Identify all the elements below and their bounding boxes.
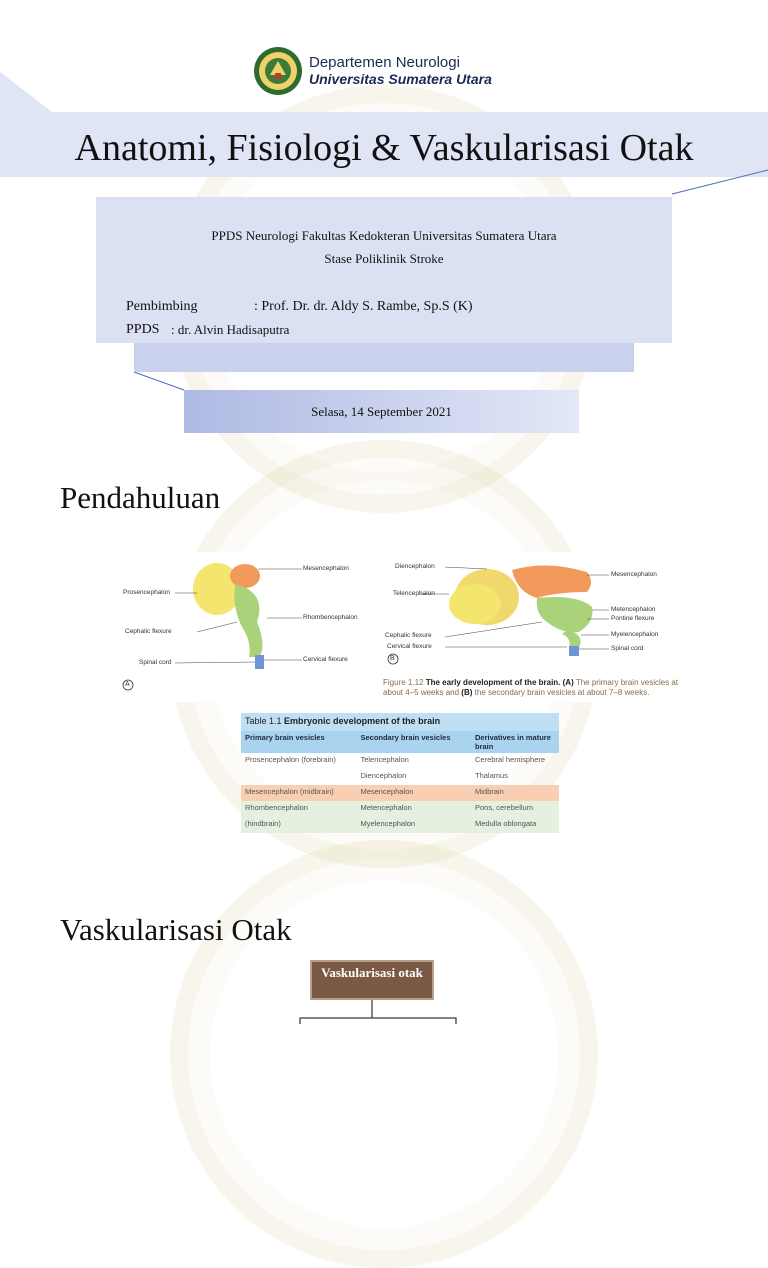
table-cell: (hindbrain) (241, 817, 356, 833)
program-line: PPDS Neurologi Fakultas Kedokteran Universitas Sumatera Utara (211, 228, 557, 243)
department-name: Departemen Neurologi (309, 54, 460, 71)
table-header-row (241, 731, 559, 753)
caption-text1: The primary brain vesicles at about 4–5 weeks and (383, 678, 679, 697)
table-cell: Cerebral hemisphere (475, 755, 546, 764)
table-header: Primary brain vesicles (241, 731, 356, 753)
diagram-root-box: Vaskularisasi otak (310, 960, 434, 1000)
university-name: Universitas Sumatera Utara (309, 71, 492, 87)
telencephalon-shape (449, 584, 501, 624)
caption-a: (A) (562, 678, 574, 687)
university-seal-icon (253, 45, 303, 97)
rotation-line: Stase Poliklinik Stroke (324, 251, 444, 266)
caption-bold: The early development of the brain. (425, 678, 561, 687)
label-a-mesencephalon: Mesencephalon (303, 565, 349, 572)
table-caption-title: Embryonic development of the brain (284, 716, 441, 726)
myelencephalon-shape (562, 630, 581, 648)
table-caption (241, 713, 559, 731)
label-b-myelencephalon: Myelencephalon (611, 631, 659, 638)
info-box (96, 197, 672, 343)
table-cell: Mesencephalon (356, 785, 471, 801)
caption-b: (B) (461, 688, 473, 697)
table-row (241, 753, 559, 769)
table-cell: Rhombencephalon (241, 801, 356, 817)
spinal-cord-shape (255, 655, 264, 669)
table-row (241, 785, 559, 801)
table-cell: Pons, cerebellum (471, 801, 559, 817)
section-heading-vaskularisasi: Vaskularisasi Otak (60, 912, 292, 947)
table-row (241, 769, 559, 785)
date-band: Selasa, 14 September 2021 (184, 390, 579, 433)
label-a-prosencephalon: Prosencephalon (123, 589, 170, 596)
table-row (241, 817, 559, 833)
mesencephalon-shape (230, 564, 260, 588)
caption-number: Figure 1.12 (383, 678, 424, 687)
page-title: Anatomi, Fisiologi & Vaskularisasi Otak (74, 127, 694, 169)
embryonic-table (241, 713, 559, 833)
label-b-pontine: Pontine flexure (611, 615, 655, 622)
label-a-spinal: Spinal cord (139, 659, 172, 666)
table-cell: Mesencephalon (midbrain) (241, 785, 356, 801)
label-b-diencephalon: Diencephalon (395, 563, 435, 570)
table-caption-num: Table 1.1 (245, 716, 282, 726)
mesencephalon-b-shape (512, 565, 591, 598)
label-b-spinal: Spinal cord (611, 645, 644, 652)
table-cell: Midbrain (471, 785, 559, 801)
supervisor-name: : Prof. Dr. dr. Aldy S. Rambe, Sp.S (K) (254, 299, 473, 314)
watermark-seal (170, 840, 598, 1268)
table-cell: Myelencephalon (356, 817, 471, 833)
marker-b: B (390, 655, 395, 662)
table-cell: Metencephalon (356, 801, 471, 817)
spinal-cord-b-shape (569, 646, 579, 656)
header-logo (253, 45, 492, 97)
rhombencephalon-shape (234, 584, 262, 657)
table-cell: Telencephalon (360, 755, 409, 764)
label-a-cephalic: Cephalic flexure (125, 628, 172, 635)
diagram-connector (290, 1000, 470, 1024)
label-b-mesencephalon: Mesencephalon (611, 571, 657, 578)
marker-a: A (125, 681, 130, 688)
table-cell: Prosencephalon (forebrain) (245, 755, 336, 764)
label-a-cervical: Cervical flexure (303, 656, 348, 663)
section-heading-pendahuluan: Pendahuluan (60, 480, 221, 515)
label-b-telencephalon: Telencephalon (393, 590, 435, 597)
label-b-metencephalon: Metencephalon (611, 606, 656, 613)
figure-caption (383, 678, 683, 698)
table-cell (241, 769, 356, 785)
ppds-label: PPDS (126, 322, 160, 337)
table-cell: Medulla oblongata (471, 817, 559, 833)
metencephalon-shape (537, 597, 593, 632)
label-b-cervical: Cervical flexure (387, 643, 432, 650)
ppds-name: : dr. Alvin Hadisaputra (171, 322, 290, 337)
label-a-rhombencephalon: Rhombencephalon (303, 614, 358, 621)
table-row (241, 801, 559, 817)
label-b-cephalic: Cephalic flexure (385, 632, 432, 639)
table-cell: Thalamus (475, 771, 508, 780)
table-header: Derivatives in mature brain (471, 731, 559, 753)
info-band (134, 343, 634, 372)
supervisor-label: Pembimbing (126, 299, 198, 314)
table-cell: Diencephalon (360, 771, 407, 780)
caption-text2: the secondary brain vesicles at about 7–8 weeks. (474, 688, 650, 697)
table-header: Secondary brain vesicles (356, 731, 471, 753)
